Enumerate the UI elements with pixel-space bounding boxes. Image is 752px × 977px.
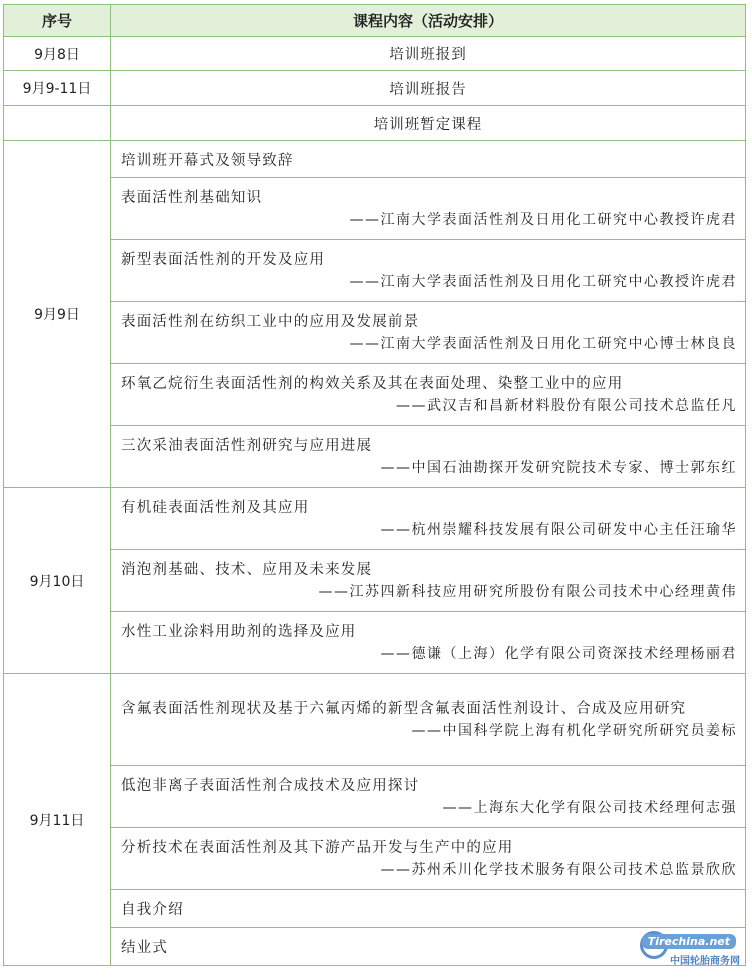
session-cell — [111, 364, 746, 426]
date-cell: 9月8日 — [4, 37, 111, 71]
session-title: 培训班开幕式及领导致辞 — [111, 141, 746, 178]
date-cell: 9月9日 — [4, 141, 111, 488]
session-title: 水性工业涂料用助剂的选择及应用 — [121, 624, 357, 640]
empty-cell — [4, 106, 111, 141]
content-cell: 培训班报到 — [111, 37, 746, 71]
session-speaker: ——武汉吉和昌新材料股份有限公司技术总监任凡 — [396, 398, 737, 414]
session-speaker: ——德谦（上海）化学有限公司资深技术经理杨丽君 — [380, 646, 737, 662]
session-speaker: ——江南大学表面活性剂及日用化工研究中心教授许虎君 — [349, 212, 737, 228]
session-speaker: ——杭州崇耀科技发展有限公司研发中心主任汪瑜华 — [380, 522, 737, 538]
table-row — [4, 302, 746, 364]
table-row — [4, 364, 746, 426]
session-cell — [111, 302, 746, 364]
session-title: 结业式 — [111, 928, 746, 966]
session-title: 低泡非离子表面活性剂合成技术及应用探讨 — [121, 778, 420, 794]
content-cell: 培训班暂定课程 — [111, 106, 746, 141]
session-speaker: ——苏州禾川化学技术服务有限公司技术总监景欣欣 — [380, 862, 737, 878]
session-cell — [111, 426, 746, 488]
table-row — [4, 674, 746, 766]
session-title: 新型表面活性剂的开发及应用 — [121, 252, 326, 268]
table-row — [4, 612, 746, 674]
header-seq: 序号 — [4, 5, 111, 37]
session-speaker: ——上海东大化学有限公司技术经理何志强 — [442, 800, 737, 816]
date-cell: 9月9-11日 — [4, 71, 111, 106]
table-row — [4, 928, 746, 966]
table-row — [4, 240, 746, 302]
session-cell — [111, 178, 746, 240]
header-row — [4, 5, 746, 37]
table-row — [4, 828, 746, 890]
session-title: 有机硅表面活性剂及其应用 — [121, 500, 310, 516]
table-row — [4, 106, 746, 141]
session-cell — [111, 612, 746, 674]
session-cell — [111, 240, 746, 302]
session-cell — [111, 828, 746, 890]
table-row — [4, 37, 746, 71]
table-row — [4, 426, 746, 488]
table-row — [4, 890, 746, 928]
session-title: 自我介绍 — [111, 890, 746, 928]
session-title: 分析技术在表面活性剂及其下游产品开发与生产中的应用 — [121, 840, 514, 856]
session-title: 消泡剂基础、技术、应用及未来发展 — [121, 562, 373, 578]
session-title: 环氧乙烷衍生表面活性剂的构效关系及其在表面处理、染整工业中的应用 — [121, 376, 624, 392]
table-row — [4, 766, 746, 828]
session-title: 表面活性剂在纺织工业中的应用及发展前景 — [121, 314, 420, 330]
content-cell: 培训班报告 — [111, 71, 746, 106]
session-cell — [111, 674, 746, 766]
table-row — [4, 550, 746, 612]
session-title: 三次采油表面活性剂研究与应用进展 — [121, 438, 373, 454]
watermark-logo — [646, 929, 746, 973]
table-row — [4, 141, 746, 178]
watermark-text: 中国轮胎商务网 — [670, 956, 740, 967]
table-row — [4, 178, 746, 240]
table-row — [4, 488, 746, 550]
session-cell — [111, 488, 746, 550]
session-cell — [111, 550, 746, 612]
date-cell: 9月10日 — [4, 488, 111, 674]
session-speaker: ——江南大学表面活性剂及日用化工研究中心教授许虎君 — [349, 274, 737, 290]
session-title: 含氟表面活性剂现状及基于六氟丙烯的新型含氟表面活性剂设计、合成及应用研究 — [121, 701, 687, 717]
session-cell — [111, 766, 746, 828]
schedule-table — [3, 4, 746, 966]
session-title: 表面活性剂基础知识 — [121, 190, 263, 206]
date-cell: 9月11日 — [4, 674, 111, 966]
session-speaker: ——江苏四新科技应用研究所股份有限公司技术中心经理黄伟 — [318, 584, 737, 600]
table-row — [4, 71, 746, 106]
header-content: 课程内容（活动安排） — [111, 5, 746, 37]
session-speaker: ——江南大学表面活性剂及日用化工研究中心博士林良良 — [349, 336, 737, 352]
session-speaker: ——中国科学院上海有机化学研究所研究员姜标 — [411, 723, 737, 739]
watermark-brand: Tirechina.net — [642, 934, 736, 949]
session-speaker: ——中国石油勘探开发研究院技术专家、博士郭东红 — [380, 460, 737, 476]
